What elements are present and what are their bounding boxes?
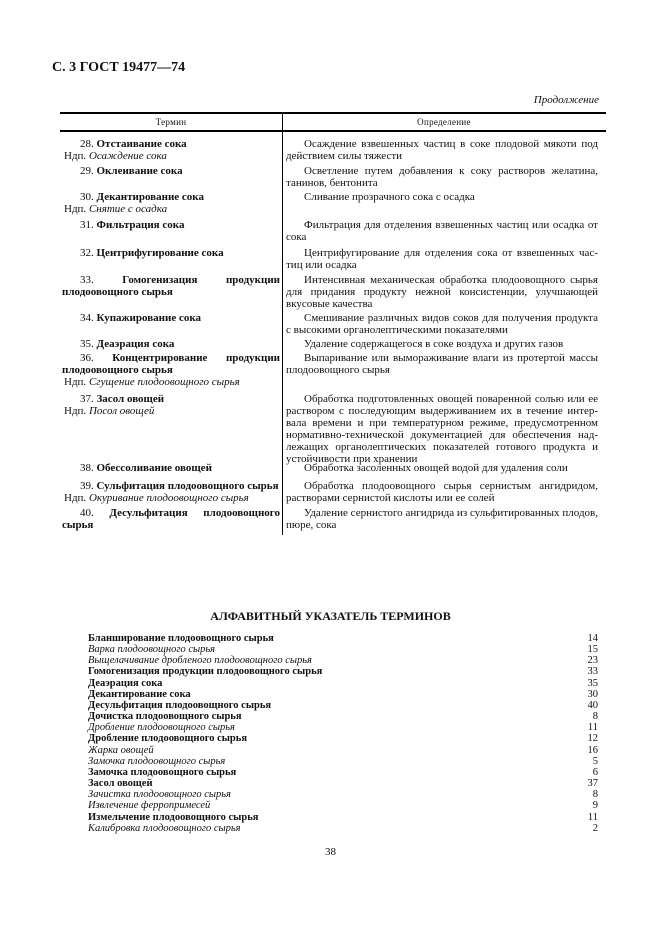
term-number: 30. [80, 191, 94, 203]
index-term: Выщелачивание дробленого плодоовощного сырья [88, 655, 312, 667]
index-entry [88, 689, 598, 700]
term-number: 31. [80, 219, 94, 231]
ndp-label: Ндп. [64, 203, 87, 215]
term-cell [62, 312, 280, 324]
term-name: Декантирование сока [96, 191, 204, 203]
index-ref: 30 [587, 688, 598, 700]
term-number: 40. [80, 507, 94, 519]
index-term: Гомогенизация продукции плодоовощного сырья [88, 666, 323, 678]
index-entry [88, 823, 598, 834]
index-title: АЛФАВИТНЫЙ УКАЗАТЕЛЬ ТЕРМИНОВ [210, 609, 451, 623]
term-name: Десульфитация плодоовощного сырья [62, 507, 281, 531]
term-cell [62, 219, 280, 231]
deprecated-term [62, 150, 280, 162]
index-term: Калибровка плодоовощного сырья [88, 822, 241, 834]
index-term: Замочка плодоовощного сырья [88, 755, 226, 767]
term-name: Центрифугирование сока [96, 247, 224, 259]
index-ref: 23 [587, 655, 598, 667]
definition-cell: Обработка засоленных овощей водой для удаления соли [304, 462, 568, 474]
index-ref: 11 [587, 811, 598, 823]
definition-cell: Фильтрация для отделения взвешенных частиц или осадка от сока [286, 219, 598, 243]
term-number: 32. [80, 247, 94, 259]
term-number: 29. [80, 165, 94, 177]
index-entry [88, 700, 598, 711]
ndp-label: Ндп. [64, 376, 87, 388]
term-cell [62, 138, 280, 162]
deprecated-term-name: Сгущение плодоовощного сырья [88, 376, 240, 388]
term-number: 34. [80, 312, 94, 324]
index-term: Зачистка плодоовощного сырья [88, 789, 231, 801]
index-entry [88, 644, 598, 655]
term-cell [62, 338, 280, 350]
index-ref: 9 [592, 800, 598, 812]
index-ref: 5 [592, 755, 598, 767]
index-ref: 8 [592, 711, 598, 723]
term-cell [62, 247, 280, 259]
index-term: Дочистка плодоовощного сырья [88, 711, 242, 723]
definition-cell: Обработка подготовленных овощей поваренной солью или ее раствором с последующим выдерживанием их в течение интервала времени и при температурном режиме, предусмотренном нормативно-технической документацией для обеспечения надлежащих органолептических показателей готового продукта и устойчивости при хранении [286, 393, 598, 465]
term-name: Фильтрация сока [96, 219, 185, 231]
term-number: 28. [80, 138, 94, 150]
index-ref: 33 [587, 666, 598, 678]
term-cell [62, 462, 280, 474]
term-number: 36. [80, 352, 94, 364]
term-name: Оклеивание сока [96, 165, 183, 177]
index-term: Засол овощей [88, 778, 153, 790]
definition-cell: Интенсивная механическая обработка плодоовощного сырья для придания продукту нежной консистенции, улучшающей вкусовые качества [286, 274, 598, 310]
definition-cell: Осветление путем добавления к соку растворов желатина, танинов, бентонита [286, 165, 598, 189]
index-entry [88, 789, 598, 800]
index-ref: 15 [587, 644, 598, 656]
index-entry [88, 666, 598, 677]
continuation-label: Продолжение [533, 94, 599, 106]
deprecated-term-name: Посол овощей [88, 405, 155, 417]
term-cell [62, 274, 280, 298]
index-entry [88, 812, 598, 823]
index-entry [88, 633, 598, 644]
term-name: Гомогенизация продукции плодоовощного сырья [62, 274, 280, 298]
term-number: 37. [80, 393, 94, 405]
term-cell [62, 480, 280, 504]
index-term: Бланширование плодоовощного сырья [88, 633, 274, 644]
column-divider [282, 113, 283, 535]
table-header-rule [60, 130, 606, 132]
term-name: Купажирование сока [96, 312, 201, 324]
ndp-label: Ндп. [64, 492, 87, 504]
deprecated-term-name: Осаждение сока [88, 150, 167, 162]
index-term: Десульфитация плодоовощного сырья [88, 699, 272, 711]
term-number: 38. [80, 462, 94, 474]
deprecated-term [62, 405, 280, 417]
index-term: Жарка овощей [88, 744, 154, 756]
column-header-term: Термин [155, 117, 187, 127]
definition-cell: Сливание прозрачного сока с осадка [304, 191, 475, 203]
term-cell [62, 393, 280, 417]
term-cell [62, 507, 280, 531]
index-term: Извлечение ферропримесей [88, 800, 211, 812]
index-term: Замочка плодоовощного сырья [88, 766, 237, 778]
index-term: Дробление плодоовощного сырья [88, 722, 235, 734]
term-number: 39. [80, 480, 94, 492]
column-header-definition: Определение [417, 117, 471, 127]
term-cell [62, 165, 280, 177]
table-top-rule [60, 112, 606, 114]
index-term: Измельчение плодоовощного сырья [88, 811, 259, 823]
index-ref: 37 [587, 778, 598, 790]
term-name: Обессоливание овощей [96, 462, 212, 474]
index-entry [88, 756, 598, 767]
index-ref: 35 [587, 677, 598, 689]
term-number: 33. [80, 274, 94, 286]
page-number: 38 [325, 846, 336, 858]
index-entry [88, 711, 598, 722]
term-name: Отстаивание сока [96, 138, 187, 150]
term-name: Засол овощей [96, 393, 165, 405]
term-name: Деаэрация сока [96, 338, 175, 350]
deprecated-term-name: Снятие с осадка [88, 203, 168, 215]
definition-cell: Смешивание различных видов соков для получения продукта с высокими органолептическими показателями [286, 312, 598, 336]
deprecated-term [62, 203, 280, 215]
index-ref: 8 [592, 789, 598, 801]
index-entry [88, 655, 598, 666]
index-term: Деаэрация сока [88, 677, 163, 689]
term-name: Сульфитация плодоовощного сырья [96, 480, 279, 492]
index-ref: 14 [587, 633, 598, 644]
definition-cell: Осаждение взвешенных частиц в соке плодовой мякоти под действием силы тяжести [286, 138, 598, 162]
ndp-label: Ндп. [64, 405, 87, 417]
term-number: 35. [80, 338, 94, 350]
deprecated-term-name: Окуривание плодоовощного сырья [88, 492, 249, 504]
index-ref: 2 [592, 822, 598, 834]
index-term: Декантирование сока [88, 688, 191, 700]
index-ref: 12 [587, 733, 598, 745]
index-entry [88, 678, 598, 689]
alphabetical-index [88, 633, 598, 834]
term-name: Концентрирование продукции плодоовощного сырья [62, 352, 280, 376]
ndp-label: Ндп. [64, 150, 87, 162]
definition-cell: Удаление сернистого ангидрида из сульфитированных плодов, пюре, сока [286, 507, 598, 531]
definition-cell: Выпаривание или вымораживание влаги из протертой массы плодоовощного сырья [286, 352, 598, 376]
index-term: Варка плодоовощного сырья [88, 644, 216, 656]
index-entry [88, 722, 598, 733]
index-term: Дробление плодоовощного сырья [88, 733, 248, 745]
index-entry [88, 745, 598, 756]
index-entry [88, 778, 598, 789]
deprecated-term [62, 492, 280, 504]
definition-cell: Удаление содержащегося в соке воздуха и других газов [304, 338, 564, 350]
term-cell [62, 352, 280, 388]
definition-cell: Обработка плодоовощного сырья сернистым ангидридом, растворами сернистой кислоты или ее солей [286, 480, 598, 504]
definition-cell: Центрифугирование для отделения сока от взвешенных частиц или осадка [286, 247, 598, 271]
index-entry [88, 767, 598, 778]
deprecated-term [62, 376, 280, 388]
page-header: С. 3 ГОСТ 19477—74 [52, 60, 186, 75]
index-ref: 16 [587, 744, 598, 756]
index-entry [88, 733, 598, 744]
index-ref: 11 [587, 722, 598, 734]
index-ref: 6 [592, 766, 598, 778]
index-ref: 40 [587, 699, 598, 711]
index-entry [88, 800, 598, 811]
term-cell [62, 191, 280, 215]
